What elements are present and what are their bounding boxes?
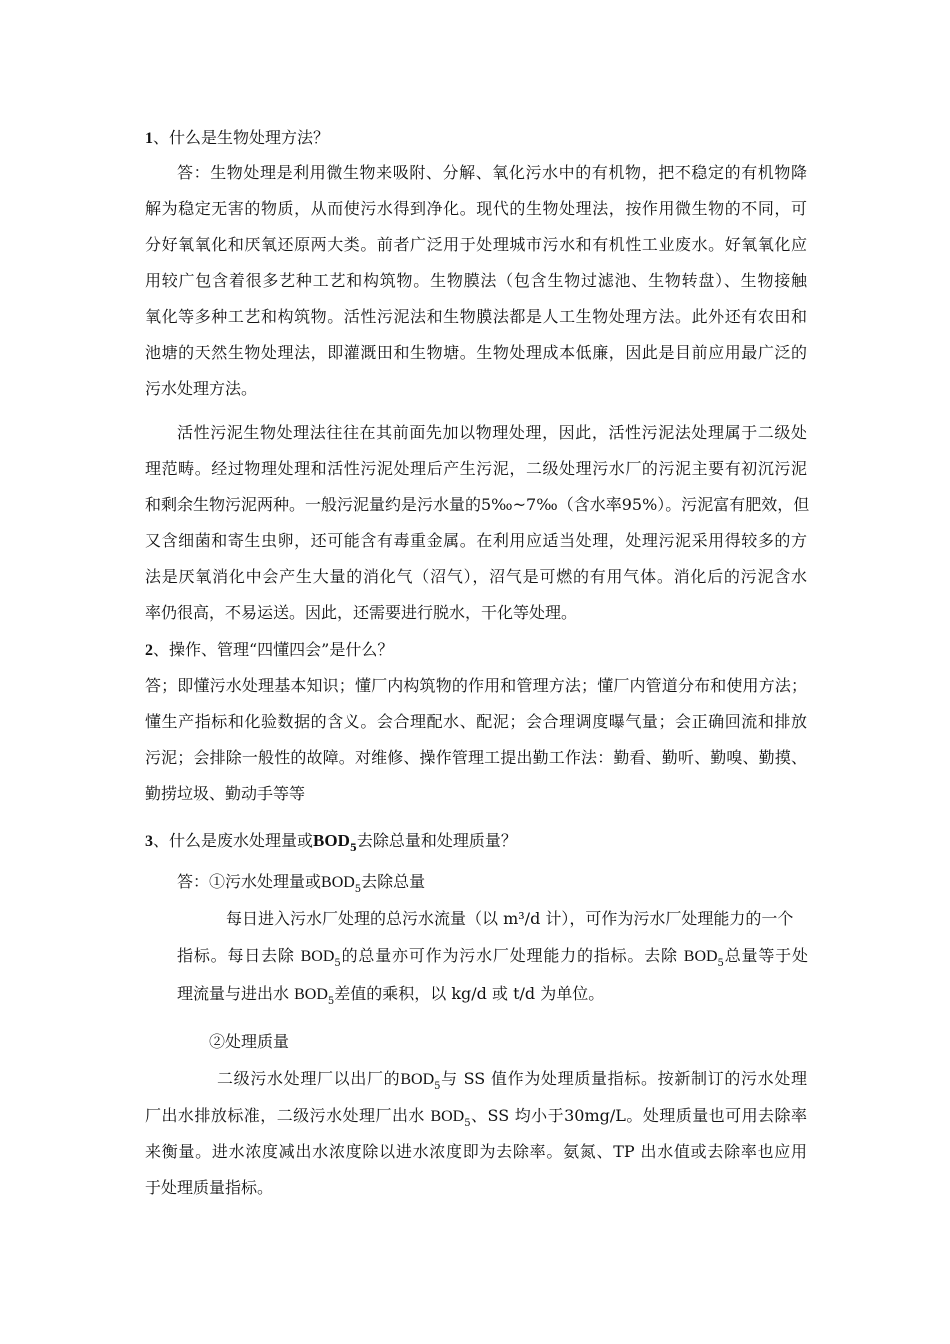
bod-subscript: 5 bbox=[349, 843, 357, 854]
paragraph-line: 懂生产指标和化验数据的含义。会合理配水、配泥；会合理调度曝气量；会正确回流和排放 bbox=[145, 712, 807, 731]
paragraph-line: 池塘的天然生物处理法，即灌溉田和生物塘。生物处理成本低廉，因此是目前应用最广泛的 bbox=[145, 343, 807, 362]
paragraph-line: 理范畴。经过物理处理和活性污泥处理后产生污泥，二级处理污水厂的污泥主要有初沉污泥 bbox=[145, 459, 807, 478]
question-text: 去除总量和处理质量？ bbox=[356, 831, 517, 850]
question-3-heading bbox=[145, 831, 517, 852]
paragraph-line: 污泥；会排除一般性的故障。对维修、操作管理工提出勤工作法：勤看、勤听、勤嗅、勤摸、 bbox=[145, 748, 807, 767]
question-text: 、什么是生物处理方法？ bbox=[153, 128, 330, 147]
paragraph-line: 二级污水处理厂以出厂的$BOD_5$与 SS 值作为处理质量指标。按新制订的污水处理 bbox=[217, 1069, 807, 1092]
sub-heading-1: 答：①污水处理量或$BOD_5$去除总量 bbox=[177, 872, 426, 895]
question-2-heading bbox=[145, 640, 393, 661]
paragraph-line: 分好氧氧化和厌氧还原两大类。前者广泛用于处理城市污水和有机性工业废水。好氧氧化应 bbox=[145, 235, 807, 254]
paragraph-line: 解为稳定无害的物质，从而使污水得到净化。现代的生物处理法，按作用微生物的不同，可 bbox=[145, 199, 807, 218]
question-text: 、操作、管理“四懂四会”是什么？ bbox=[153, 640, 394, 659]
paragraph-line: 答；即懂污水处理基本知识；懂厂内构筑物的作用和管理方法；懂厂内管道分布和使用方法； bbox=[145, 676, 807, 695]
paragraph-line: 来衡量。进水浓度减出水浓度除以进水浓度即为去除率。氨氮、TP 出水值或去除率也应用 bbox=[145, 1142, 807, 1161]
paragraph-line: 和剩余生物污泥两种。一般污泥量约是污水量的5‰~7‰（含水率95%）。污泥富有肥效，但 bbox=[145, 495, 810, 514]
paragraph-line: 率仍很高，不易运送。因此，还需要进行脱水，干化等处理。 bbox=[145, 603, 578, 622]
sub-heading-2: ②处理质量 bbox=[209, 1032, 290, 1051]
question-number: 2 bbox=[145, 642, 153, 659]
paragraph-line: 理流量与进出水 $BOD_5$差值的乘积，以 kg/d 或 t/d 为单位。 bbox=[177, 984, 605, 1007]
question-number: 1 bbox=[145, 130, 153, 147]
paragraph-line: 活性污泥生物处理法往往在其前面先加以物理处理，因此，活性污泥法处理属于二级处 bbox=[177, 423, 807, 442]
paragraph-line: 厂出水排放标准，二级污水处理厂出水 $BOD_5$、SS 均小于30mg/L。处理质量也可用去除率 bbox=[145, 1106, 807, 1129]
paragraph-line: 勤捞垃圾、勤动手等等 bbox=[145, 784, 306, 803]
question-1-heading bbox=[145, 128, 329, 149]
paragraph-line: 又含细菌和寄生虫卵，还可能含有毒重金属。在利用应适当处理，处理污泥采用得较多的方 bbox=[145, 531, 807, 550]
paragraph-line: 指标。每日去除 $BOD_5$的总量亦可作为污水厂处理能力的指标。去除 $BOD_5$总量等于处 bbox=[177, 946, 808, 969]
paragraph-line: 法是厌氧消化中会产生大量的消化气（沼气），沼气是可燃的有用气体。消化后的污泥含水 bbox=[145, 567, 807, 586]
paragraph-line: 氧化等多种工艺和构筑物。活性污泥法和生物膜法都是人工生物处理方法。此外还有农田和 bbox=[145, 307, 807, 326]
paragraph-line: 每日进入污水厂处理的总污水流量（以 m³/d 计），可作为污水厂处理能力的一个 bbox=[226, 909, 794, 928]
paragraph-line: 污水处理方法。 bbox=[145, 379, 258, 398]
paragraph-line: 用较广包含着很多艺种工艺和构筑物。生物膜法（包含生物过滤池、生物转盘）、生物接触 bbox=[145, 271, 807, 290]
question-number: 3 bbox=[145, 833, 153, 850]
bod-label: BOD bbox=[313, 831, 350, 850]
paragraph-line: 答：生物处理是利用微生物来吸附、分解、氧化污水中的有机物，把不稳定的有机物降 bbox=[177, 163, 807, 182]
paragraph-line: 于处理质量指标。 bbox=[145, 1178, 274, 1197]
question-text: 、什么是废水处理量或 bbox=[153, 831, 314, 850]
